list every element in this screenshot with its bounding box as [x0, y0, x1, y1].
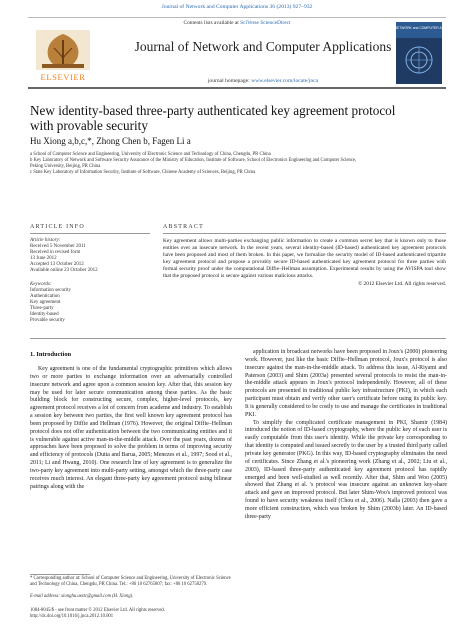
sciencedirect-link[interactable]: SciVerse ScienceDirect [240, 20, 291, 26]
article-info-heading: ARTICLE INFO [30, 224, 85, 230]
section-divider [30, 338, 446, 339]
keyword-item: Key agreement [30, 300, 61, 305]
cover-title: JOURNAL of NETWORK and COMPUTER APPLICATIONS [374, 26, 464, 30]
contents-prefix: Contents lists available at [183, 20, 241, 26]
corresponding-author-note: * Corresponding author at: School of Computer Science and Engineering, University of Electronic Science and Technology of China, Chengdu, PR China. Tel.: +86 10 62765807; fax: +86 10 62758279. [30, 576, 231, 587]
journal-title[interactable]: Journal of Network and Computer Applications [134, 39, 392, 54]
introduction-heading: 1. Introduction [30, 351, 72, 358]
keyword-item: Provable security [30, 318, 65, 323]
footnote-rule [30, 574, 90, 575]
keyword-item: Information security [30, 288, 71, 293]
affiliation-b-cont: Peking University, Beijing, PR China [30, 164, 101, 169]
history-online: Available online 23 October 2012 [30, 268, 98, 273]
journal-cover-image [374, 22, 464, 84]
abstract-text: Key agreement allows multi-parties exchanging public information to create a common secret key that is known only to those entities over an insecure network. In the recent years, several identity-based (ID-based) authenticated key agreement protocols have been proposed and most of them broken. In this paper, we formalize the security model of ID-based authenticated tripartite key agreement protocol and propose a provably secure ID-based authenticated key agreement protocol for three parties with formal security proof under the computational Diffie–Hellman assumption. Experimental results by using the AVISPA tool show that the proposed protocol is secure against various malicious attacks. [163, 238, 446, 280]
author-list: Hu Xiong a,b,c,*, Zhong Chen b, Fagen Li a [30, 136, 191, 146]
elsevier-logo [32, 24, 94, 86]
article-title-line-2: with provable security [30, 118, 148, 133]
journal-citation[interactable]: Journal of Network and Computer Applications 36 (2013) 927–932 [161, 4, 313, 10]
issn-line: 1084-8045/$ - see front matter © 2012 Elsevier Ltd. All rights reserved. [30, 608, 165, 613]
article-title [30, 103, 450, 133]
keyword-item: Identity-based [30, 312, 59, 317]
doi-link[interactable]: http://dx.doi.org/10.1016/j.jnca.2012.10.001 [30, 614, 114, 619]
journal-homepage [123, 78, 403, 84]
abstract-copyright: © 2012 Elsevier Ltd. All rights reserved. [358, 280, 446, 287]
intro-right-column [245, 349, 447, 522]
history-revised: Received in revised form [30, 250, 81, 255]
homepage-link[interactable]: www.elsevier.com/locate/jnca [251, 78, 319, 84]
abstract-heading: ABSTRACT [163, 224, 204, 230]
homepage-prefix: journal homepage: [207, 78, 252, 84]
affiliation-c: c State Key Laboratory of Information Security, Institute of Software, Chinese Academy of Sciences, Beijing, PR China [30, 170, 256, 175]
history-received: Received 5 November 2011 [30, 244, 86, 249]
history-label: Article history: [30, 238, 61, 243]
keywords-label: Keywords: [30, 282, 52, 287]
article-title-line-1: New identity-based three-party authenticated key agreement protocol [30, 103, 396, 118]
history-revised-date: 13 June 2012 [30, 256, 57, 261]
affiliation-a: a School of Computer Science and Engineering, University of Electronic Science and Technology of China, Chengdu, PR China [30, 152, 271, 157]
intro-paragraph: application in broadcast networks have been proposed in Joux's (2000) pioneering work. However, just like the basic Diffie–Hellman protocol, Joux's protocol is also insecure against the man-in-the-middle attack. To address this issue, Al-Riyami and Paterson (2003) and Shim (2003a) presented several protocols to resist the man-in-the-middle attack appears in Joux's protocol independently. However, all of these protocols are presented in traditional public key infrastructure (PKI), in which each participant must obtain and verify other user's certificate before using its public key. It is generally considered to be costly to use and manage the certificates in traditional PKI. [245, 349, 447, 418]
abstract-rule [163, 233, 446, 234]
keyword-item: Authentication [30, 294, 60, 299]
intro-paragraph: Key agreement is one of the fundamental cryptographic primitives which allows two or more parties to exchange information over an adversarially controlled insecure network and agree upon a common session key. After that, this session key may be used for later secure communication among these parties. As the basic building block for constructing secure, complex, higher-level protocols, key agreement protocol receives a lot of concern from academe and industry. To establish a session key between two parties, the first well known key agreement protocol has been proposed by Diffie and Hellman (1976). However, the original Diffie–Hellman protocol does not offer authentication between the two communicating entities and it is vulnerable against active man-in-the-middle attack. Over the past years, dozens of approaches have been proposed to solve the problem in terms of improving security and efficiency of protocols (Dutta and Barua, 2005; Menezes et al., 1997; Sood et al., 2011; Li and Hwang, 2010). One research line of key agreement is to generalize the two-party key agreement into multi-party setting, amongst which the three-party case receives much interest. An elegant three-party key agreement protocol using bilinear pairings along with the [30, 366, 232, 490]
abstract-body [163, 238, 446, 288]
elsevier-wordmark: ELSEVIER [40, 72, 86, 82]
intro-left-column [30, 366, 232, 492]
email-note[interactable]: E-mail address: xionghu.uestc@gmail.com (H. Xiong). [30, 594, 134, 599]
intro-paragraph: To simplify the complicated certificate management in PKI, Shamir (1984) introduced the notion of ID-based cryptography, where the public key of each user is easily computable from this user's identity. While the private key corresponding to that identity is computed and issued secretly to the user by a trusted third party called private key generator (PKG). In this way, ID-based cryptography eliminates the need of certificates. Since Zhang et al.'s pioneering work (Zhang et al., 2002; Liu et al., 2003), ID-based three-party authenticated key agreement protocol has rapidly emerged and been well-studied as well recently. After that, Shim and Woo (2005) showed that Zhang et al. 's protocol was insecure against an unknown key-share attack and gave an improved protocol. But later Shim-Woo's improved protocol was found to have security weakness itself (Chou et al., 2006). Nalla (2003) then gave a more efficient construction, which was broken by Shim (2003b) later. An ID-based three-party [245, 419, 447, 520]
history-accepted: Accepted 13 October 2012 [30, 262, 84, 267]
article-info-rule [30, 233, 150, 234]
affiliation-b: b Key Laboratory of Network and Software Security Assurance of the Ministry of Education, Institute of Software, School of Electronics Engineering and Computer Science, [30, 158, 357, 163]
journal-header [28, 17, 464, 89]
keyword-item: Three-party [30, 306, 54, 311]
